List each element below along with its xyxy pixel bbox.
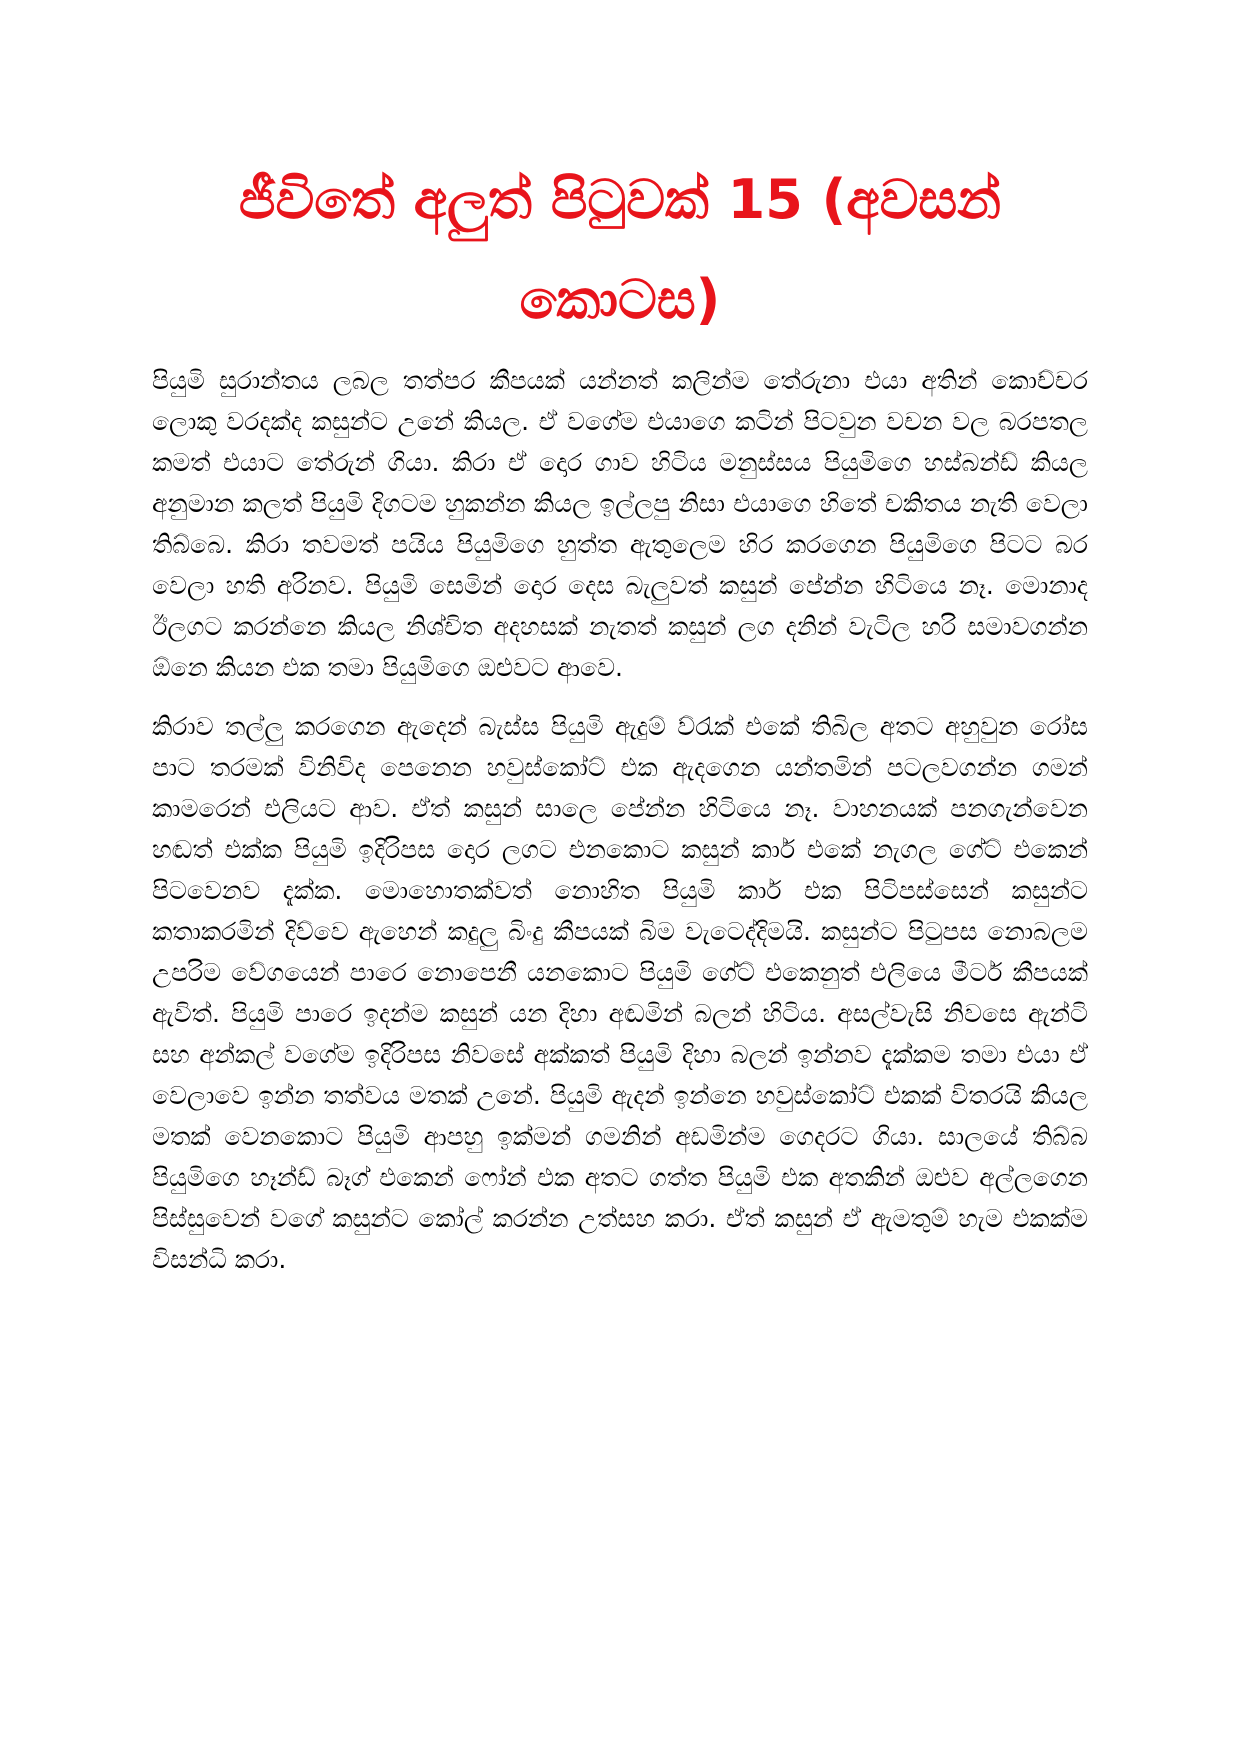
document-body bbox=[152, 360, 1088, 1298]
document-title: ජීවිතේ අලුත් පිටුවක් 15 (අවසන් කොටස) bbox=[238, 168, 1002, 331]
paragraph-2: කිරාව තල්ලු කරගෙන ඇදෙන් බැස්ස පියුමි ඇදුම් ව්රැක් එකේ තිබිල අතට අහුවුන රෝස පාට තරමක් විනිවිද පෙනෙන හවුස්කෝට් එක ඇදගෙන යන්තමින් පටලවගන්න ගමන් කාමරෙන් එලියට ආව. ඒත් කසුන් සාලෙ පේන්න හිටියෙ නෑ. වාහනයක් පනගැන්වෙන හඬත් එක්ක පියුමි ඉදිරිපස දොර ලගට එනකොට කසුන් කාර් එකේ නැගල ගේට් එකෙන් පිටවෙනව දැක්ක. මොහොතක්වත් නොහිත පියුමි කාර් එක පිටිපස්සෙන් කසුන්ට කතාකරමින් දිව්වෙ ඇහෙන් කදුලු බිංදු කීපයක් බිම වැටෙද්දිමයි. කසුන්ට පිටුපස නොබලම උපරිම වේගයෙන් පාරෙ නොපෙනී යනකොට පියුමි ගේට් එකෙනුත් එලියෙ මීටර් කීපයක් ඇවිත්. පියුමි පාරෙ ඉදන්ම කසුන් යන දිහා අඬමින් බලන් හිටිය. අසල්වැසි නිවසෙ ඇන්ටි සහ අන්කල් වගේම ඉදිරිපස නිවසේ අක්කත් පියුමි දිහා බලන් ඉන්නව දැක්කම තමා එයා ඒ වෙලාවෙ ඉන්න තත්වය මතක් උනේ. පියුමි ඇදන් ඉන්නෙ හවුස්කෝට් එකක් විතරයි කියල මතක් වෙනකොට පියුමි ආපහු ඉක්මන් ගමනින් අඩමින්ම ගෙදරට ගියා. සාලයේ තිබ්බ පියුමිගෙ හෑන්ඩ් බෑග් එකෙන් ෆෝන් එක අතට ගත්ත පියුමි එක අතකින් ඔළුව අල්ලගෙන පිස්සුවෙන් වගේ කසුන්ට කෝල් කරන්න උත්සහ කරා. ඒත් කසුන් ඒ ඇමතුම් හැම එකක්ම විසන්ධි කරා. bbox=[152, 712, 1088, 1274]
paragraph-1: පියුමි සුරාන්තය ලබල තත්පර කීපයක් යන්නත් කලින්ම තේරුනා එයා අතින් කොච්චර ලොකු වරදක්ද කසුන්ට උනේ කියල. ඒ වගේම එයාගෙ කටින් පිටවුන වචන වල බරපතල කමත් එයාට තේරුන් ගියා. කිරා ඒ දොර ගාව හිටිය මනුස්සය පියුමිගෙ හස්බන්ඩ් කියල අනුමාන කලත් පියුමි දිගටම හුකන්න කියල ඉල්ලපු නිසා එයාගෙ හිතේ චකිතය නැති වෙලා තිබ්බෙ. කිරා තවමත් පයිය පියුමිගෙ හුත්ත ඇතුලෙම හිර කරගෙන පියුමිගෙ පිටට බර වෙලා හති අරිනව. පියුමි සෙමින් දොර දෙස බැලුවත් කසුන් පේන්න හිටියෙ නෑ. මොනාද ඊලගට කරන්නෙ කියල නිශ්චිත අදහසක් නැතත් කසුන් ලග දනින් වැටිල හරි සමාවගන්න ඕනෙ කියන එක තමා පියුමිගෙ ඔළුවට ආවෙ. bbox=[152, 366, 1088, 682]
